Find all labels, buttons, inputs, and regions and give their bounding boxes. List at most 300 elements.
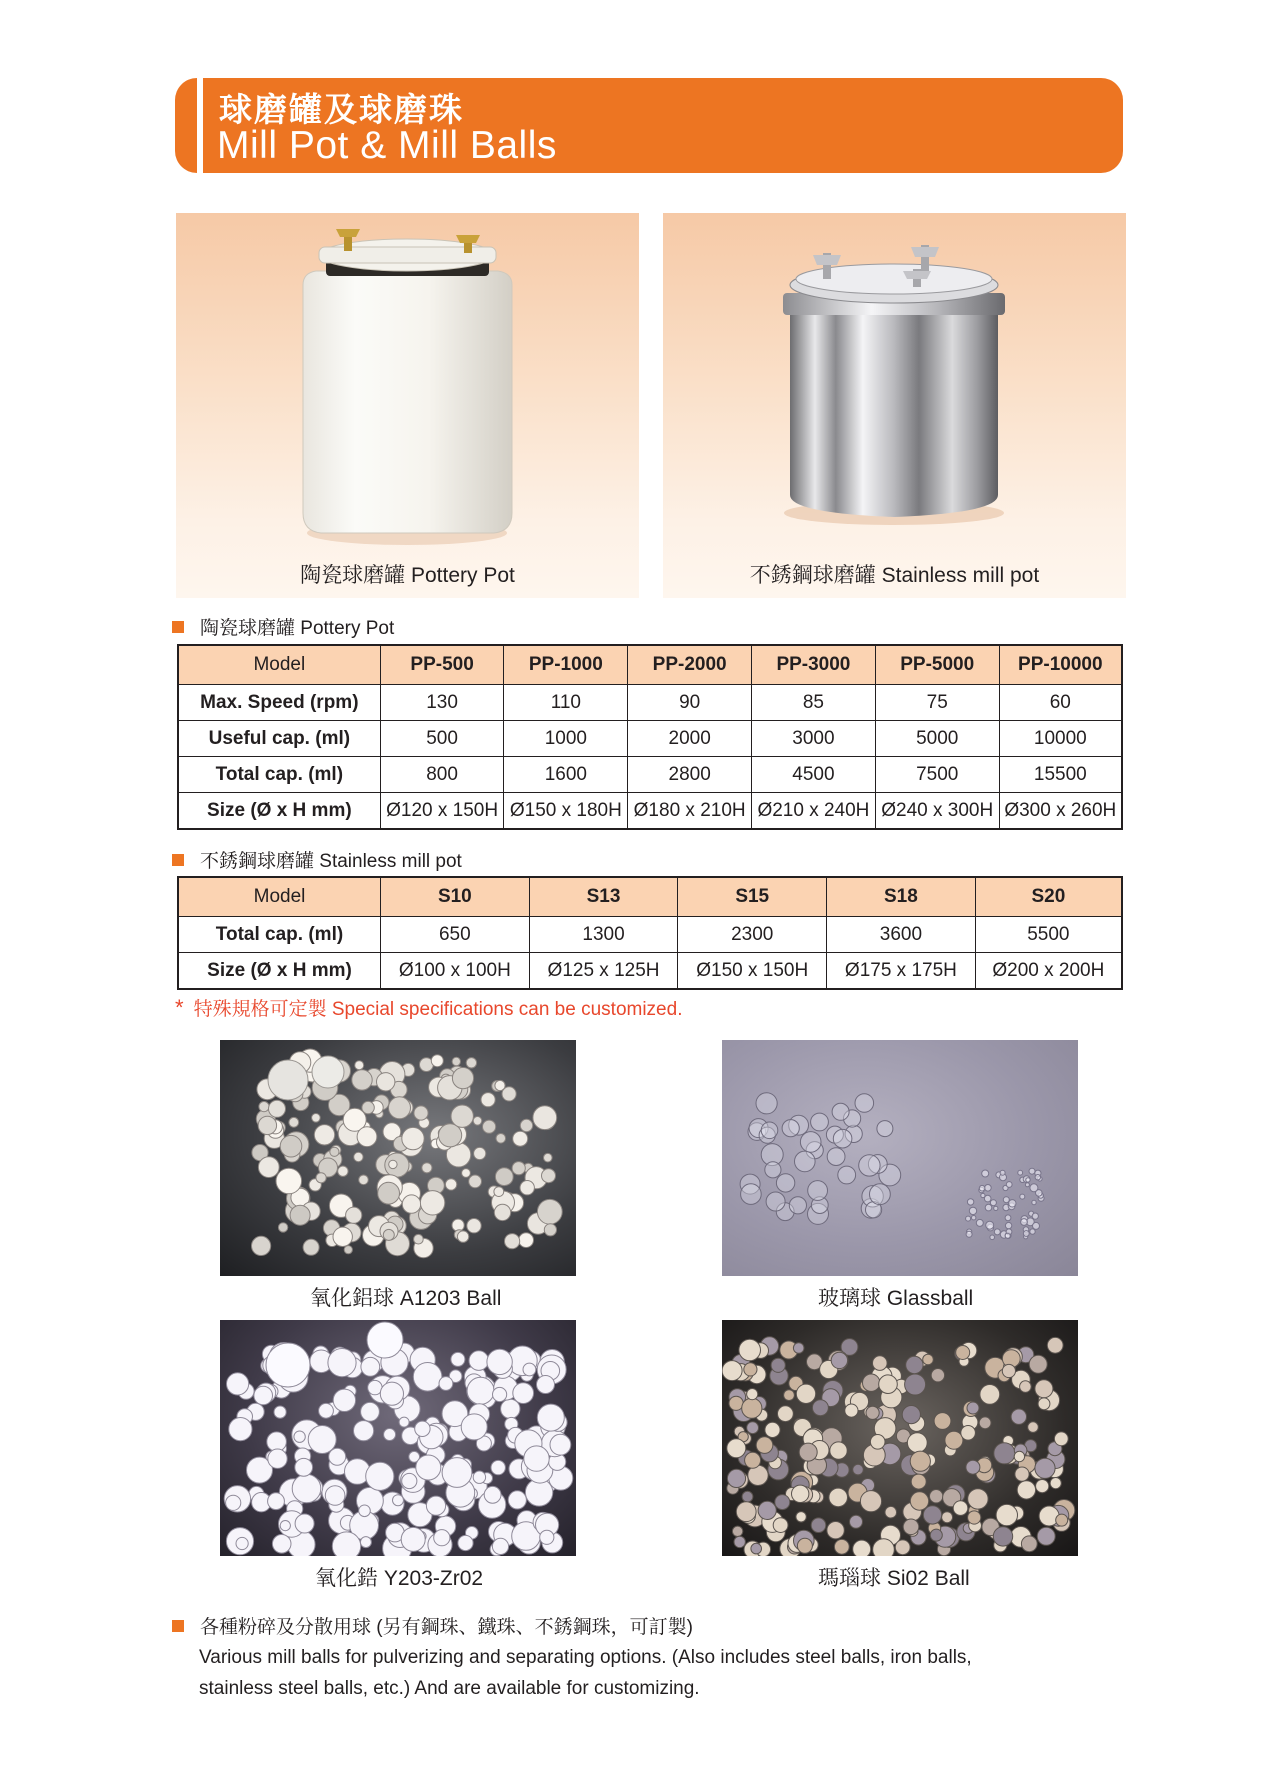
alumina-ball (303, 1239, 319, 1255)
zirconia-ball (492, 1538, 508, 1554)
model-column-header: S18 (827, 877, 976, 917)
model-column-header: S20 (975, 877, 1122, 917)
table-cell: 5000 (875, 721, 999, 757)
agate-ball (1037, 1527, 1055, 1545)
alumina-ball (402, 1127, 424, 1149)
alumina-ball (422, 1163, 432, 1173)
alumina-ball (414, 1106, 428, 1120)
alumina-ball (402, 1195, 420, 1213)
agate-ball (811, 1518, 826, 1533)
alumina-ball (512, 1162, 525, 1175)
alumina-ball-caption: 氧化鋁球 A1203 Ball (310, 1287, 502, 1310)
agate-ball (895, 1540, 910, 1555)
agate-ball (850, 1515, 863, 1528)
zirconia-ball (413, 1363, 442, 1392)
model-column-header: PP-2000 (628, 645, 752, 685)
alumina-ball (269, 1100, 286, 1117)
table-row (178, 757, 1122, 793)
table-cell: Ø180 x 210H (628, 793, 752, 830)
alumina-ball (520, 1181, 534, 1195)
alumina-ball (268, 1060, 308, 1100)
glass-ball (985, 1204, 992, 1211)
alumina-ball (316, 1173, 326, 1183)
agate-ball (756, 1437, 773, 1454)
agate-ball (923, 1354, 934, 1365)
model-header-cell: Model (178, 645, 380, 685)
zirconia-ball (540, 1530, 554, 1544)
table-row (178, 793, 1122, 830)
agate-ball (885, 1506, 897, 1518)
zirconia-ball (366, 1462, 394, 1490)
alumina-ball (474, 1147, 486, 1159)
row-label-cell: Useful cap. (ml) (178, 721, 380, 757)
alumina-ball (544, 1224, 556, 1236)
alumina-ball (445, 1179, 456, 1190)
alumina-ball (431, 1055, 443, 1067)
glass-ball (766, 1192, 785, 1211)
model-column-header: S15 (678, 877, 827, 917)
agate-ball (739, 1339, 761, 1361)
zirconia-ball (537, 1404, 564, 1431)
zirconia-ball (295, 1458, 313, 1476)
alumina-ball (346, 1207, 362, 1223)
agate-ball (873, 1356, 888, 1371)
glass-ball (782, 1120, 799, 1137)
agate-ball (734, 1536, 745, 1547)
zirconia-ball (401, 1527, 425, 1551)
zirconia-ball (274, 1406, 286, 1418)
row-label-cell: Total cap. (ml) (178, 917, 381, 953)
agate-ball (722, 1361, 742, 1381)
alumina-ball (519, 1233, 534, 1248)
zirconia-ball (434, 1530, 450, 1546)
alumina-ball (377, 1073, 395, 1091)
zirconia-ball (524, 1446, 549, 1471)
row-label-cell: Size (Ø x H mm) (178, 953, 381, 990)
table-cell: 1300 (529, 917, 678, 953)
zirconia-ball (493, 1387, 507, 1401)
agate-ball (1035, 1458, 1055, 1478)
table-cell: 3600 (827, 917, 976, 953)
zirconia-ball-photo (220, 1320, 576, 1556)
agate-ball (830, 1442, 847, 1459)
alumina-ball (467, 1219, 481, 1233)
mill-balls-heading-text: 各種粉碎及分散用球 (另有鋼珠、鐵珠、不銹鋼珠，可訂製) (200, 1617, 693, 1638)
glass-ball (827, 1148, 845, 1166)
agate-ball (727, 1469, 745, 1487)
zirconia-ball (268, 1493, 285, 1510)
zirconia-ball (227, 1373, 249, 1395)
agate-ball-image (722, 1320, 1078, 1556)
glass-ball (795, 1151, 816, 1172)
zirconia-ball (458, 1535, 473, 1550)
agate-ball (911, 1474, 926, 1489)
agate-ball (879, 1375, 898, 1394)
pottery-section-heading (172, 613, 394, 640)
alumina-ball (362, 1101, 374, 1113)
alumina-ball (520, 1119, 532, 1131)
agate-ball (945, 1431, 963, 1449)
zirconia-ball (550, 1434, 571, 1455)
zirconia-ball (380, 1382, 403, 1405)
row-label-cell: Total cap. (ml) (178, 757, 380, 793)
agate-ball (1015, 1467, 1029, 1481)
agate-ball (1047, 1337, 1063, 1353)
pottery-pot-image (176, 213, 639, 598)
zirconia-ball (523, 1363, 536, 1376)
glass-ball (981, 1193, 985, 1197)
glass-ball (761, 1122, 778, 1139)
zirconia-ball (513, 1383, 534, 1404)
alumina-ball (312, 1114, 321, 1123)
alumina-ball (359, 1175, 369, 1185)
glass-ball (979, 1185, 985, 1191)
glass-ball (1005, 1222, 1011, 1228)
agate-ball (1054, 1432, 1068, 1446)
table-cell: Ø300 x 260H (999, 793, 1122, 830)
alumina-ball (378, 1182, 400, 1204)
zirconia-ball (487, 1349, 512, 1374)
alumina-ball (357, 1127, 377, 1147)
alumina-ball (452, 1068, 473, 1089)
zirconia-ball (473, 1471, 485, 1483)
alumina-ball (352, 1070, 372, 1090)
glass-ball (986, 1221, 994, 1229)
zirconia-ball (461, 1414, 487, 1440)
agate-ball (775, 1495, 790, 1510)
table-row (178, 953, 1122, 990)
zirconia-ball (272, 1535, 291, 1554)
glass-ball (1009, 1200, 1016, 1207)
model-column-header: PP-5000 (875, 645, 999, 685)
glass-ball (1026, 1178, 1030, 1182)
zirconia-ball (442, 1458, 472, 1488)
table-cell: 1600 (504, 757, 628, 793)
agate-ball (1021, 1536, 1037, 1552)
glass-ball (776, 1174, 794, 1192)
glass-ball (1000, 1170, 1005, 1175)
glass-ball (800, 1132, 821, 1153)
agate-ball (1028, 1422, 1039, 1433)
table-cell: 800 (380, 757, 504, 793)
agate-ball (1011, 1409, 1026, 1424)
model-column-header: PP-10000 (999, 645, 1122, 685)
zirconia-ball (399, 1417, 409, 1427)
agate-ball (1017, 1481, 1035, 1499)
zirconia-ball (292, 1474, 321, 1503)
agate-ball (853, 1464, 864, 1475)
glass-ball (811, 1113, 829, 1131)
glass-ball (1020, 1194, 1025, 1199)
agate-ball (765, 1422, 780, 1437)
pottery-section-title: 陶瓷球磨罐 Pottery Pot (200, 618, 395, 639)
table-cell: 3000 (752, 721, 876, 757)
row-label-cell: Size (Ø x H mm) (178, 793, 380, 830)
glass-ball (756, 1093, 777, 1114)
alumina-ball (330, 1147, 339, 1156)
table-cell: 4500 (752, 757, 876, 793)
table-cell: Ø210 x 240H (752, 793, 876, 830)
glass-ball (1023, 1231, 1029, 1237)
agate-ball (873, 1539, 895, 1556)
alumina-ball (420, 1191, 444, 1215)
alumina-ball (354, 1152, 363, 1161)
glass-ball-image (722, 1040, 1078, 1276)
glass-ball (870, 1184, 891, 1205)
stainless-pot-card (663, 213, 1126, 598)
alumina-ball (338, 1166, 348, 1176)
table-cell: 650 (381, 917, 530, 953)
bullet-square-icon (172, 621, 184, 633)
alumina-ball (312, 1056, 344, 1088)
glass-ball (1021, 1219, 1028, 1226)
alumina-ball (333, 1227, 352, 1246)
pottery-pot-caption: 陶瓷球磨罐 Pottery Pot (300, 564, 515, 587)
model-column-header: PP-500 (380, 645, 504, 685)
glass-ball (1030, 1184, 1038, 1192)
alumina-ball-photo (220, 1040, 576, 1276)
table-cell: 15500 (999, 757, 1122, 793)
alumina-ball (533, 1106, 557, 1130)
table-cell: Ø150 x 180H (504, 793, 628, 830)
zirconia-ball (266, 1343, 310, 1387)
table-cell: Ø150 x 150H (678, 953, 827, 990)
glass-ball (984, 1195, 991, 1202)
agate-ball (953, 1501, 968, 1516)
table-cell: 1000 (504, 721, 628, 757)
zirconia-ball (402, 1473, 417, 1488)
alumina-ball (344, 1246, 352, 1254)
glass-ball (976, 1219, 983, 1226)
stainless-pot-caption: 不銹鋼球磨罐 Stainless mill pot (749, 564, 1040, 587)
agate-ball (942, 1512, 953, 1523)
alumina-ball (289, 1117, 299, 1127)
zirconia-ball (393, 1495, 404, 1506)
mill-balls-description (199, 1642, 1129, 1704)
zirconia-ball (268, 1449, 287, 1468)
table-header-row (178, 645, 1122, 685)
table-cell: Ø240 x 300H (875, 793, 999, 830)
table-cell: 500 (380, 721, 504, 757)
zirconia-ball (467, 1377, 494, 1404)
agate-ball (905, 1374, 926, 1395)
alumina-ball (278, 1223, 287, 1232)
alumina-ball (389, 1097, 411, 1119)
glass-ball (966, 1231, 972, 1237)
alumina-ball (252, 1236, 271, 1255)
agate-ball (834, 1539, 849, 1554)
alumina-ball (495, 1080, 505, 1090)
agate-ball (831, 1352, 847, 1368)
zirconia-ball (360, 1537, 371, 1548)
agate-ball (853, 1540, 871, 1556)
agate-ball (863, 1374, 880, 1391)
agate-ball (934, 1413, 951, 1430)
zirconia-ball (484, 1486, 501, 1503)
glass-ball (1035, 1175, 1040, 1180)
agate-ball (1002, 1364, 1015, 1377)
alumina-ball (259, 1102, 269, 1112)
pottery-spec-table (177, 644, 1123, 830)
table-cell: 90 (628, 685, 752, 721)
alumina-ball (544, 1153, 553, 1162)
alumina-ball (258, 1116, 276, 1134)
table-row (178, 917, 1122, 953)
agate-ball (827, 1522, 844, 1539)
agate-ball (1020, 1381, 1032, 1393)
glass-ball (990, 1235, 995, 1240)
title-banner-divider (197, 78, 203, 173)
agate-ball-caption: 瑪瑙球 Si02 Ball (818, 1567, 970, 1590)
agate-ball (967, 1402, 979, 1414)
alumina-ball (505, 1234, 520, 1249)
alumina-ball (451, 1105, 473, 1127)
zirconia-ball (332, 1532, 360, 1556)
agate-ball-photo (722, 1320, 1078, 1556)
table-cell: 2300 (678, 917, 827, 953)
agate-ball (1029, 1355, 1047, 1373)
glass-ball (1005, 1233, 1010, 1238)
zirconia-ball (384, 1429, 396, 1441)
mill-balls-description-line: Various mill balls for pulverizing and separating options. (Also includes steel balls, iron balls, (199, 1647, 972, 1668)
model-column-header: PP-1000 (504, 645, 628, 685)
zirconia-ball (361, 1357, 380, 1376)
agate-ball (744, 1363, 757, 1376)
glass-ball (877, 1121, 893, 1137)
alumina-ball (389, 1160, 397, 1168)
zirconia-ball-caption: 氧化鋯 Y203-Zr02 (315, 1567, 484, 1590)
glass-ball (1018, 1170, 1023, 1175)
zirconia-ball (359, 1505, 371, 1517)
glass-ball (990, 1200, 996, 1206)
agate-ball (961, 1426, 976, 1441)
agate-ball (736, 1502, 756, 1522)
agate-ball (742, 1491, 753, 1502)
alumina-ball (457, 1231, 468, 1242)
alumina-ball (276, 1168, 302, 1194)
glass-ball (994, 1206, 998, 1210)
bullet-square-icon (172, 1620, 184, 1632)
glass-ball (741, 1184, 762, 1205)
glass-ball-caption: 玻璃球 Glassball (818, 1287, 974, 1310)
row-label-cell: Max. Speed (rpm) (178, 685, 380, 721)
zirconia-ball (328, 1349, 356, 1377)
glass-ball (832, 1103, 849, 1120)
alumina-ball (481, 1093, 495, 1107)
zirconia-ball (439, 1377, 453, 1391)
agate-ball (923, 1506, 941, 1524)
glass-ball (969, 1207, 976, 1214)
agate-ball (758, 1501, 776, 1519)
table-row (178, 685, 1122, 721)
zirconia-ball (426, 1496, 445, 1515)
agate-ball (747, 1389, 758, 1400)
model-column-header: S10 (381, 877, 530, 917)
agate-ball (931, 1369, 944, 1382)
zirconia-ball (469, 1351, 489, 1371)
agate-ball (980, 1385, 1000, 1405)
mill-balls-heading (172, 1612, 693, 1639)
agate-ball (829, 1488, 848, 1507)
zirconia-ball (354, 1421, 374, 1441)
alumina-ball (462, 1169, 471, 1178)
agate-ball (796, 1512, 806, 1522)
agate-ball (968, 1511, 981, 1524)
zirconia-ball (415, 1421, 430, 1436)
zirconia-ball (451, 1352, 465, 1366)
glass-ball (859, 1155, 880, 1176)
glass-ball (985, 1185, 992, 1192)
zirconia-ball (508, 1491, 526, 1509)
zirconia-ball (361, 1402, 380, 1421)
alumina-ball-image (220, 1040, 576, 1276)
table-cell: 75 (875, 685, 999, 721)
agate-ball (930, 1529, 942, 1541)
agate-ball (866, 1406, 879, 1419)
agate-ball (996, 1504, 1017, 1525)
agate-ball (1056, 1514, 1068, 1526)
agate-ball (745, 1452, 761, 1468)
mill-balls-description-line: stainless steel balls, etc.) And are available for customizing. (199, 1678, 700, 1699)
page-title-zh: 球磨罐及球磨珠 (219, 90, 464, 129)
agate-ball (784, 1390, 795, 1401)
glass-ball (1032, 1200, 1036, 1204)
glass-ball (789, 1197, 806, 1214)
table-cell: 60 (999, 685, 1122, 721)
agate-ball (797, 1538, 812, 1553)
model-column-header: S13 (529, 877, 678, 917)
agate-ball (796, 1384, 815, 1403)
agate-ball (1035, 1380, 1053, 1398)
glass-ball (1005, 1215, 1011, 1221)
glass-ball (855, 1094, 874, 1113)
alumina-ball (258, 1157, 279, 1178)
alumina-ball (469, 1175, 482, 1188)
table-cell: 7500 (875, 757, 999, 793)
agate-ball (993, 1527, 1012, 1546)
zirconia-ball (295, 1514, 314, 1533)
agate-ball (903, 1519, 919, 1535)
zirconia-ball (325, 1486, 345, 1506)
agate-ball (751, 1543, 762, 1554)
glass-ball (765, 1162, 781, 1178)
alumina-ball (466, 1058, 476, 1068)
zirconia-ball (367, 1322, 403, 1358)
alumina-ball (383, 1229, 394, 1240)
alumina-ball (314, 1125, 334, 1145)
zirconia-ball (308, 1426, 336, 1454)
zirconia-ball (294, 1431, 305, 1442)
stainless-section-heading (172, 846, 462, 873)
agate-ball (773, 1518, 788, 1533)
glass-ball (967, 1199, 973, 1205)
zirconia-ball (226, 1495, 241, 1510)
agate-ball (771, 1358, 785, 1372)
zirconia-ball (236, 1537, 248, 1549)
agate-ball (870, 1435, 885, 1450)
glass-ball (1030, 1229, 1035, 1234)
pottery-pot-card (176, 213, 639, 598)
custom-spec-note (175, 994, 682, 1021)
agate-ball (956, 1346, 970, 1360)
stainless-spec-table (177, 876, 1123, 990)
agate-ball (910, 1492, 928, 1510)
zirconia-ball (491, 1460, 505, 1474)
agate-ball (792, 1485, 809, 1502)
agate-ball (799, 1443, 817, 1461)
glass-ball (838, 1166, 856, 1184)
alumina-ball (452, 1057, 460, 1065)
